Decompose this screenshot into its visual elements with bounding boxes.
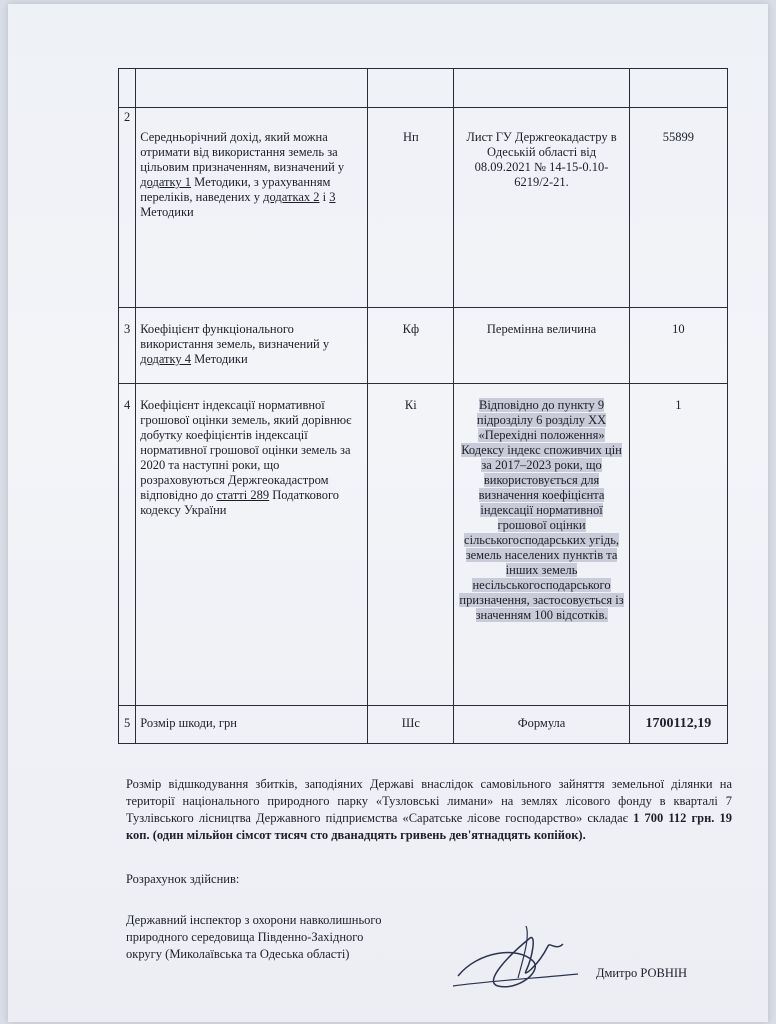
row-symbol: Кф [368, 308, 454, 384]
table-header-row [119, 69, 728, 108]
highlighted-source-text: Відповідно до пункту 9 підрозділу 6 розділу XX «Перехідні положення» Кодексу індекс споживчих цін за 2017–2023 роки, що використовується для визначення коефіцієнта індексації нормативної грошової оцінки сільськогосподарських угідь, земель населених пунктів та інших земель несільськогосподарського призначення, застосовується із значенням 100 відсотків. [459, 398, 624, 622]
row-source: Лист ГУ Держгеокадастру в Одеській області від 08.09.2021 № 14-15-0.10-6219/2-21. [454, 108, 629, 308]
summary-amount: 1 700 112 грн. 19 коп. (один мільйон сімсот тисяч сто дванадцять гривень дев'ятнадцять копійок). [126, 811, 732, 842]
row-description: Коефіцієнт функціонального використання земель, визначений у додатку 4 Методики [136, 308, 368, 384]
total-damage-value: 1700112,19 [629, 706, 727, 744]
row-source: Формула [454, 706, 629, 744]
row-description: Коефіцієнт індексації нормативної грошової оцінки земель, який дорівнює добутку коефіцієнтів індексації нормативної грошової оцінки земель за 2020 та наступні роки, що розраховуються Держгеокадастром відповідно до статті 289 Податкового кодексу України [136, 384, 368, 706]
row-value: 55899 [629, 108, 727, 308]
calculated-by-label: Розрахунок здійснив: [126, 872, 240, 886]
row-symbol: Кі [368, 384, 454, 706]
row-number: 4 [119, 384, 136, 706]
row-description: Розмір шкоди, грн [136, 706, 368, 744]
row-value: 10 [629, 308, 727, 384]
table-row [119, 384, 728, 706]
table-row [119, 706, 728, 744]
row-symbol: Шс [368, 706, 454, 744]
summary-paragraph: Розмір відшкодування збитків, заподіяних Державі внаслідок самовільного зайняття земельної ділянки на території національного природного парку «Тузловські лимани» на землях лісового фонду в кварталі 7 Тузлівського лісництва Державного підприємства «Саратське лісове господарство» складає 1 700 112 грн. 19 коп. (один мільйон сімсот тисяч сто дванадцять гривень дев'ятнадцять копійок). [126, 777, 732, 842]
signer-name: Дмитро РОВНІН [596, 966, 688, 980]
row-symbol: Нп [368, 108, 454, 308]
row-description: Середньорічний дохід, який можна отримати від використання земель за цільовим призначенням, визначений у додатку 1 Методики, з урахуванням переліків, наведених у додатках 2 і 3 Методики [136, 108, 368, 308]
table-row [119, 108, 728, 308]
damage-calculation-table [118, 68, 728, 744]
document-page [8, 4, 768, 1022]
signature-icon [438, 916, 588, 1006]
row-source: Перемінна величина [454, 308, 629, 384]
row-number: 2 [119, 108, 136, 308]
row-source [454, 384, 629, 706]
table-row [119, 308, 728, 384]
row-value: 1 [629, 384, 727, 706]
row-number: 3 [119, 308, 136, 384]
inspector-title: Державний інспектор з охорони навколишнього природного середовища Південно-Західного округу (Миколаївська та Одеська області) [126, 913, 382, 961]
row-number: 5 [119, 706, 136, 744]
